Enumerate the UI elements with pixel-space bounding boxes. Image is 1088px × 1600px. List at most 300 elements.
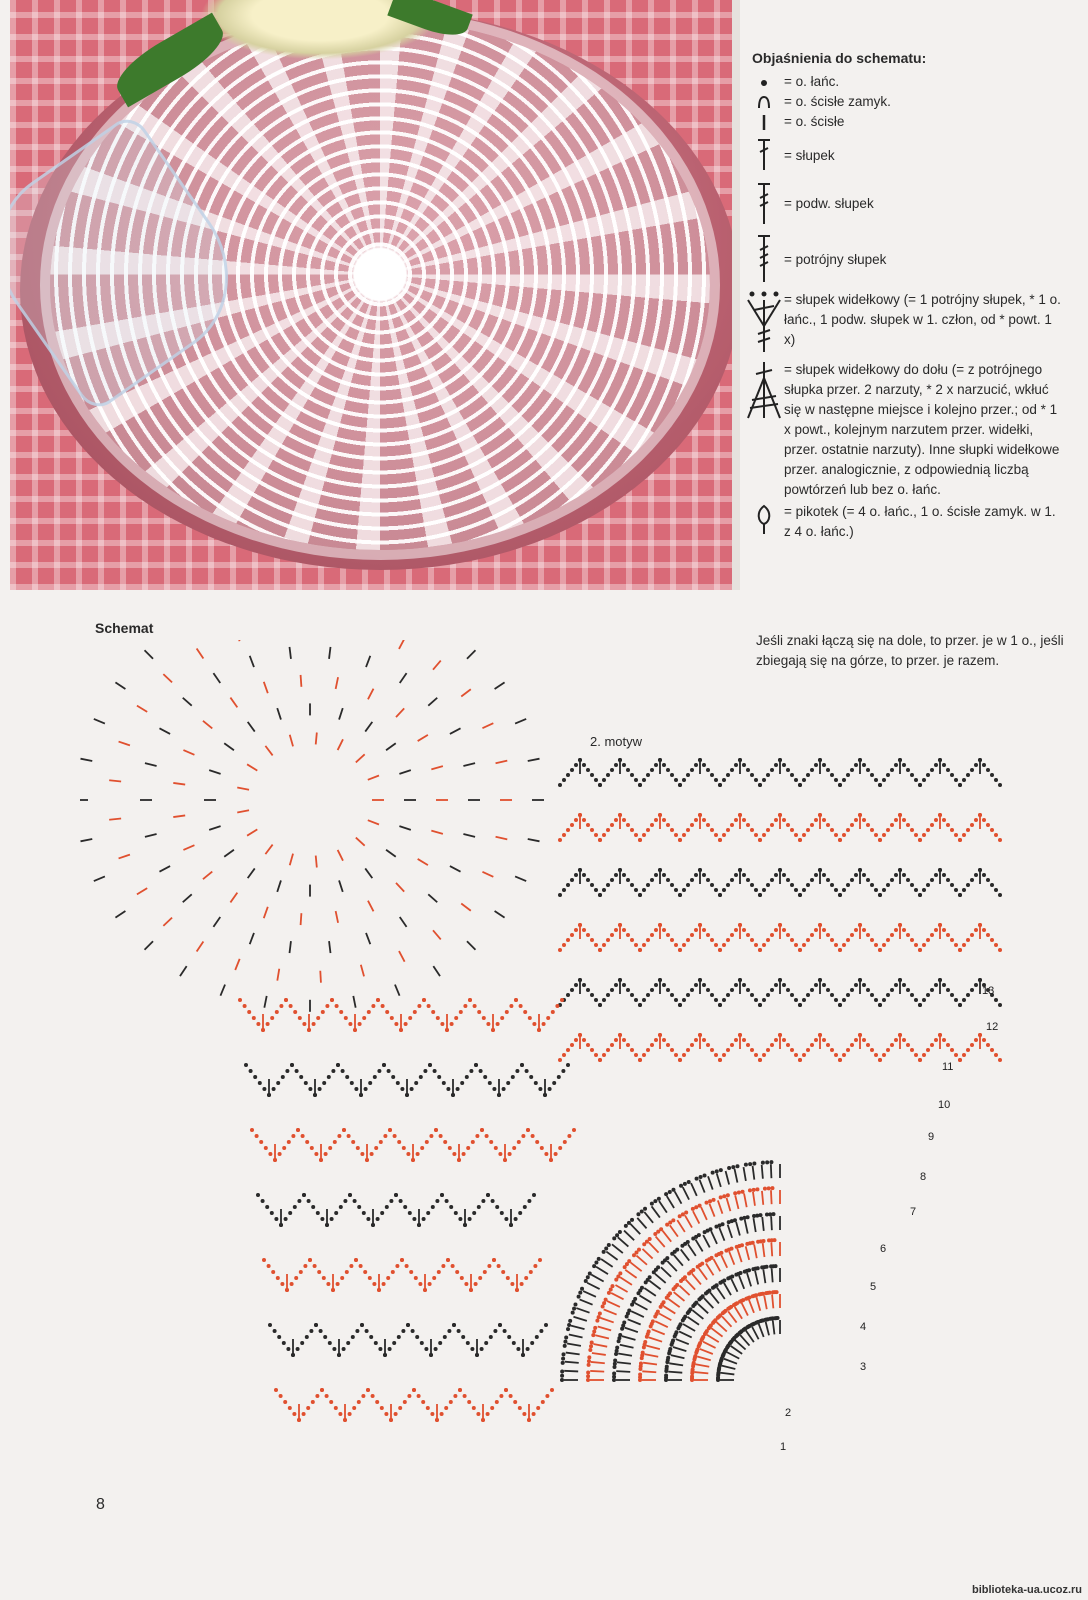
chain-stitch <box>648 1237 652 1241</box>
chain-stitch <box>570 1043 574 1047</box>
chain-stitch <box>586 878 590 882</box>
chain-stitch <box>450 1022 454 1026</box>
chain-stitch <box>722 778 726 782</box>
chain-stitch <box>761 1161 765 1165</box>
note-text: Jeśli znaki łączą się na dole, to przer. je w 1 o., jeśli zbiegają się na górze, to przer. je razem. <box>756 633 1064 668</box>
stitch-mark <box>203 721 212 729</box>
chain-stitch <box>670 938 674 942</box>
chain-stitch <box>560 1369 564 1373</box>
chain-stitch <box>662 763 666 767</box>
stitch-mark <box>94 719 105 724</box>
chain-stitch <box>994 888 998 892</box>
stitch-mark <box>183 845 194 850</box>
chain-stitch <box>507 1335 511 1339</box>
chain-stitch <box>718 783 722 787</box>
chain-stitch <box>594 943 598 947</box>
chain-stitch <box>691 1207 695 1211</box>
chain-stitch <box>750 773 754 777</box>
chain-stitch <box>826 933 830 937</box>
chain-stitch <box>500 1016 504 1020</box>
chain-stitch <box>722 1194 726 1198</box>
stitch-mark <box>699 1268 707 1279</box>
chain-stitch <box>748 1188 752 1192</box>
chain-stitch <box>317 1270 321 1274</box>
stitch-mark <box>620 1345 634 1348</box>
chain-stitch <box>826 768 830 772</box>
chain-stitch <box>403 1400 407 1404</box>
legend-text: = o. łańc. <box>784 74 840 89</box>
chain-stitch <box>311 1205 315 1209</box>
chain-stitch <box>894 873 898 877</box>
chain-stitch <box>790 773 794 777</box>
chain-stitch <box>691 1268 695 1272</box>
stitch-mark <box>731 1346 743 1354</box>
stitch-mark <box>649 1242 659 1252</box>
chain-stitch <box>586 1275 590 1279</box>
chain-stitch <box>682 998 686 1002</box>
chain-stitch <box>665 1365 669 1369</box>
stitch-mark <box>237 788 249 790</box>
chain-stitch <box>313 1264 317 1268</box>
chain-stitch <box>734 928 738 932</box>
chain-stitch <box>538 1087 542 1091</box>
chain-stitch <box>291 1134 295 1138</box>
chain-stitch <box>758 948 762 952</box>
chain-stitch <box>966 938 970 942</box>
chain-stitch <box>651 1319 655 1323</box>
chain-stitch <box>726 1048 730 1052</box>
stitch-mark <box>290 941 291 953</box>
chain-stitch <box>483 1075 487 1079</box>
chain-stitch <box>998 838 1002 842</box>
chain-stitch <box>686 828 690 832</box>
chain-stitch <box>491 1199 495 1203</box>
chain-stitch <box>328 1146 332 1150</box>
chain-stitch <box>814 873 818 877</box>
chain-stitch <box>630 993 634 997</box>
chain-stitch <box>700 1262 704 1266</box>
chain-stitch <box>602 833 606 837</box>
chain-stitch <box>890 933 894 937</box>
chain-stitch <box>566 828 570 832</box>
chain-stitch <box>998 1058 1002 1062</box>
stitch-mark <box>396 883 404 892</box>
stitch-mark <box>720 1373 734 1375</box>
chain-stitch <box>434 1347 438 1351</box>
stitch-mark <box>366 933 370 944</box>
stitch-mark <box>753 1166 755 1180</box>
chain-stitch <box>590 1048 594 1052</box>
chain-stitch <box>782 763 786 767</box>
chain-stitch <box>306 1406 310 1410</box>
stitch-mark <box>338 850 343 861</box>
chain-stitch <box>775 1290 779 1294</box>
stitch-mark <box>686 1279 696 1289</box>
chain-stitch <box>582 928 586 932</box>
chain-stitch <box>393 1134 397 1138</box>
chain-stitch <box>604 1298 608 1302</box>
chain-stitch <box>449 1205 453 1209</box>
chain-stitch <box>551 1010 555 1014</box>
chain-stitch <box>982 1038 986 1042</box>
chain-stitch <box>594 998 598 1002</box>
stitch-mark <box>564 1371 578 1372</box>
stitch-mark <box>631 1224 641 1234</box>
chain-stitch <box>930 1043 934 1047</box>
chain-stitch <box>555 1004 559 1008</box>
chain-stitch <box>368 1081 372 1085</box>
stitch-mark <box>183 894 192 902</box>
chain-stitch <box>678 783 682 787</box>
chain-stitch <box>638 948 642 952</box>
chain-stitch <box>687 1180 691 1184</box>
stitch-mark <box>667 1196 674 1208</box>
chain-stitch <box>300 1341 304 1345</box>
chain-stitch <box>288 1211 292 1215</box>
chain-stitch <box>814 1038 818 1042</box>
chain-stitch <box>563 1140 567 1144</box>
stitch-mark <box>247 829 257 835</box>
stitch-mark <box>400 673 407 683</box>
chain-stitch <box>866 1043 870 1047</box>
chain-stitch <box>734 983 738 987</box>
chain-stitch <box>327 1075 331 1079</box>
chain-stitch <box>604 1246 608 1250</box>
chain-stitch <box>870 938 874 942</box>
chain-stitch <box>458 1388 462 1392</box>
chain-stitch <box>590 773 594 777</box>
chain-stitch <box>320 1217 324 1221</box>
chain-stitch <box>449 1400 453 1404</box>
stitch-mark <box>601 1259 613 1267</box>
stitch-mark <box>743 1167 745 1181</box>
chain-stitch <box>630 1048 634 1052</box>
legend-item <box>744 112 1064 132</box>
chain-stitch <box>570 823 574 827</box>
stitch-mark <box>692 1274 701 1285</box>
stitch-mark <box>461 689 471 696</box>
stitch-mark <box>622 1336 635 1340</box>
chain-stitch <box>962 888 966 892</box>
chain-stitch <box>542 1022 546 1026</box>
chain-stitch <box>586 1378 590 1382</box>
chain-stitch <box>359 1264 363 1268</box>
chain-stitch <box>405 1264 409 1268</box>
chain-stitch <box>790 883 794 887</box>
stitch-mark <box>746 1246 749 1260</box>
chain-stitch <box>489 1140 493 1144</box>
stitch-mark <box>467 650 475 658</box>
chain-stitch <box>634 1053 638 1057</box>
chain-stitch <box>715 1283 719 1287</box>
chain-stitch <box>982 763 986 767</box>
chain-stitch <box>774 873 778 877</box>
chain-stitch <box>379 1140 383 1144</box>
stitch-mark <box>698 1304 708 1314</box>
chain-stitch <box>430 1412 434 1416</box>
chain-stitch <box>726 773 730 777</box>
row-number: 5 <box>870 1281 877 1293</box>
stitch-mark <box>716 1322 726 1331</box>
chain-stitch <box>662 983 666 987</box>
chain-stitch <box>622 928 626 932</box>
chain-stitch <box>570 768 574 772</box>
chain-stitch <box>428 1063 432 1067</box>
chain-stitch <box>380 1406 384 1410</box>
chain-stitch <box>492 1258 496 1262</box>
chain-stitch <box>990 828 994 832</box>
chain-stitch <box>982 873 986 877</box>
chain-stitch <box>591 1333 595 1337</box>
chain-stitch <box>970 1043 974 1047</box>
stitch-mark <box>235 959 239 970</box>
chain-stitch <box>614 1038 618 1042</box>
chain-stitch <box>666 878 670 882</box>
chain-stitch <box>402 1146 406 1150</box>
chain-stitch <box>990 773 994 777</box>
chain-stitch <box>842 833 846 837</box>
chain-stitch <box>890 823 894 827</box>
chain-stitch <box>618 1333 622 1337</box>
chain-stitch <box>261 1199 265 1203</box>
chain-stitch <box>638 1003 642 1007</box>
chain-stitch <box>690 768 694 772</box>
chain-stitch <box>493 1329 497 1333</box>
chain-stitch <box>786 933 790 937</box>
chain-stitch <box>755 1187 759 1191</box>
chain-stitch <box>650 988 654 992</box>
row-number: 2 <box>785 1407 792 1419</box>
chain-stitch <box>391 1270 395 1274</box>
chain-stitch <box>349 1264 353 1268</box>
chain-stitch <box>561 1357 565 1361</box>
chain-stitch <box>574 983 578 987</box>
chain-stitch <box>558 893 562 897</box>
chain-stitch <box>702 763 706 767</box>
chain-stitch <box>922 1053 926 1057</box>
chain-stitch <box>524 1276 528 1280</box>
chain-stitch <box>532 1022 536 1026</box>
chain-stitch <box>529 1075 533 1079</box>
chain-stitch <box>270 1016 274 1020</box>
chain-stitch <box>890 878 894 882</box>
chain-stitch <box>342 1128 346 1132</box>
chain-stitch <box>802 998 806 1002</box>
stitch-mark <box>290 854 293 866</box>
stitch-mark <box>277 708 281 719</box>
chain-stitch <box>598 893 602 897</box>
chain-stitch <box>452 1152 456 1156</box>
stitch-mark <box>644 1288 656 1296</box>
stitch-mark <box>771 1190 772 1204</box>
chain-stitch <box>826 1043 830 1047</box>
chain-stitch <box>348 1412 352 1416</box>
chain-stitch <box>587 1359 591 1363</box>
chain-stitch <box>670 883 674 887</box>
stitch-mark <box>677 1220 685 1232</box>
chain-stitch <box>730 1274 734 1278</box>
chain-stitch <box>774 818 778 822</box>
stitch-mark <box>752 1327 759 1339</box>
chain-stitch <box>970 823 974 827</box>
stitch-mark <box>652 1206 660 1217</box>
chain-stitch <box>798 838 802 842</box>
chain-stitch <box>802 833 806 837</box>
stitch-mark <box>592 1353 606 1355</box>
stitch-mark <box>728 1311 736 1322</box>
chain-stitch <box>906 878 910 882</box>
stitch-mark <box>237 810 249 812</box>
stitch-mark <box>740 1335 749 1345</box>
chain-stitch <box>751 1241 755 1245</box>
chain-stitch <box>294 1276 298 1280</box>
stitch-mark <box>771 1164 772 1178</box>
stitch-mark <box>644 1212 653 1223</box>
chain-stitch <box>930 878 934 882</box>
chain-stitch <box>718 1003 722 1007</box>
chain-stitch <box>403 1205 407 1209</box>
chain-stitch <box>966 883 970 887</box>
chain-stitch <box>372 1282 376 1286</box>
chain-stitch <box>622 983 626 987</box>
chain-stitch <box>394 1193 398 1197</box>
chain-stitch <box>718 1058 722 1062</box>
page-number: 8 <box>96 1496 105 1513</box>
chain-stitch <box>415 1335 419 1339</box>
chain-stitch <box>348 1193 352 1197</box>
stitch-mark <box>320 971 321 983</box>
chain-stitch <box>990 1048 994 1052</box>
chain-stitch <box>566 883 570 887</box>
legend-item <box>744 234 1064 284</box>
stitch-mark <box>396 708 404 717</box>
chain-stitch <box>910 993 914 997</box>
chain-stitch <box>722 888 726 892</box>
chain-stitch <box>602 943 606 947</box>
stitch-mark <box>277 969 279 981</box>
chain-stitch <box>776 1316 780 1320</box>
chain-stitch <box>882 943 886 947</box>
chain-stitch <box>465 1075 469 1079</box>
chain-stitch <box>922 833 926 837</box>
stitch-mark <box>528 839 540 841</box>
chain-stitch <box>742 983 746 987</box>
chain-stitch <box>662 818 666 822</box>
chain-stitch <box>443 1140 447 1144</box>
chain-stitch <box>633 1297 637 1301</box>
stitch-mark <box>703 1342 716 1348</box>
chain-stitch <box>737 1190 741 1194</box>
chain-stitch <box>558 783 562 787</box>
chain-stitch <box>333 1140 337 1144</box>
chain-stitch <box>822 873 826 877</box>
chain-stitch <box>710 828 714 832</box>
chain-stitch <box>762 1239 766 1243</box>
chain-stitch <box>478 1276 482 1280</box>
chain-stitch <box>582 873 586 877</box>
row-number: 11 <box>942 1061 954 1073</box>
chain-stitch <box>484 1341 488 1345</box>
chain-stitch <box>882 1053 886 1057</box>
chain-stitch <box>290 1063 294 1067</box>
stitch-mark <box>290 647 291 659</box>
chain-stitch <box>468 998 472 1002</box>
chain-stitch <box>946 988 950 992</box>
chain-stitch <box>571 1311 575 1315</box>
chain-stitch <box>256 1022 260 1026</box>
chain-stitch <box>316 1211 320 1215</box>
chain-stitch <box>986 768 990 772</box>
chain-stitch <box>267 1264 271 1268</box>
chain-stitch <box>276 1276 280 1280</box>
stitch-mark <box>625 1270 636 1278</box>
chain-stitch <box>878 948 882 952</box>
stitch-mark <box>615 1285 627 1292</box>
chain-stitch <box>850 768 854 772</box>
chain-stitch <box>275 1010 279 1014</box>
chain-stitch <box>711 1171 715 1175</box>
stitch-mark <box>636 1256 647 1265</box>
chain-stitch <box>505 1010 509 1014</box>
chain-stitch <box>323 1335 327 1339</box>
chain-stitch <box>666 1043 670 1047</box>
chain-stitch <box>950 1048 954 1052</box>
chain-stitch <box>274 1217 278 1221</box>
chain-stitch <box>678 1003 682 1007</box>
chain-stitch <box>878 893 882 897</box>
stitch-mark <box>709 1204 714 1217</box>
stitch-mark <box>773 1320 775 1334</box>
row-number: 4 <box>860 1321 867 1333</box>
chain-stitch <box>560 1374 564 1378</box>
chain-stitch <box>288 1406 292 1410</box>
chain-stitch <box>790 993 794 997</box>
chain-stitch <box>674 833 678 837</box>
chain-stitch <box>726 938 730 942</box>
chain-stitch <box>602 998 606 1002</box>
chain-stitch <box>626 823 630 827</box>
chain-stitch <box>854 928 858 932</box>
chain-stitch <box>276 1081 280 1085</box>
chain-stitch <box>622 1038 626 1042</box>
chain-stitch <box>714 1053 718 1057</box>
chain-stitch <box>485 1134 489 1138</box>
stitch-mark <box>692 1310 703 1319</box>
chain-stitch <box>798 1058 802 1062</box>
chain-stitch <box>703 1173 707 1177</box>
stitch-mark <box>659 1201 667 1213</box>
chain-stitch <box>765 1160 769 1164</box>
chain-stitch <box>462 1152 466 1156</box>
chain-stitch <box>878 1058 882 1062</box>
chain-stitch <box>730 878 734 882</box>
stitch-mark <box>604 1309 617 1314</box>
chain-stitch <box>512 1146 516 1150</box>
chain-stitch <box>754 778 758 782</box>
stitch-mark <box>173 783 185 785</box>
chain-stitch <box>371 1004 375 1008</box>
y-stitch-up-icon <box>744 290 784 354</box>
chain-stitch <box>806 773 810 777</box>
chain-stitch <box>364 1087 368 1091</box>
chain-stitch <box>690 933 694 937</box>
chain-stitch <box>641 1351 645 1355</box>
stitch-mark <box>652 1329 665 1334</box>
chain-stitch <box>475 1134 479 1138</box>
chain-stitch <box>702 873 706 877</box>
chain-stitch <box>622 873 626 877</box>
chain-stitch <box>377 1069 381 1073</box>
